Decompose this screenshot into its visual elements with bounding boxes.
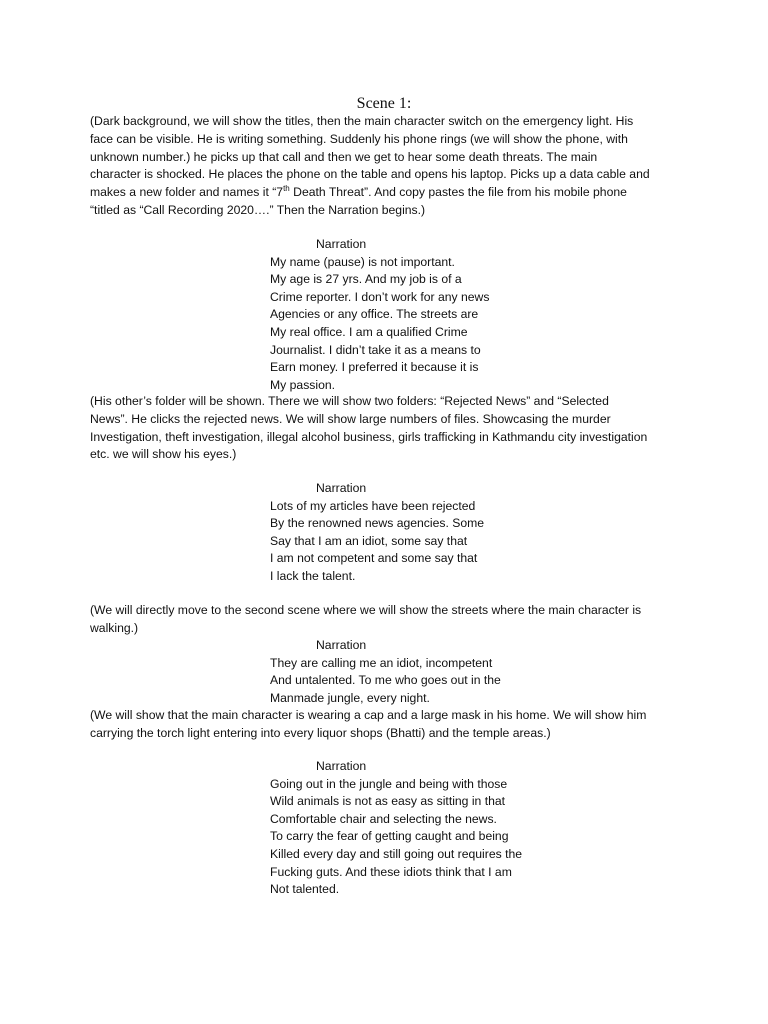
narration-line: My name (pause) is not important. bbox=[270, 254, 455, 269]
narration-line: My passion. bbox=[270, 377, 336, 392]
narration-block-4 bbox=[270, 758, 670, 899]
text-line: (We will directly move to the second scene where we will show the streets where the main character is bbox=[90, 603, 642, 617]
narration-line: By the renowned news agencies. Some bbox=[270, 516, 485, 531]
narration-label: Narration bbox=[316, 638, 367, 652]
narration-line: Lots of my articles have been rejected bbox=[270, 498, 476, 513]
text-line bbox=[90, 184, 700, 202]
narration-line: My real office. I am a qualified Crime bbox=[270, 324, 468, 339]
text-line: Investigation, theft investigation, illegal alcohol business, girls trafficking in Kathmandu city investigation bbox=[90, 429, 648, 444]
narration-line: Going out in the jungle and being with those bbox=[270, 776, 508, 791]
narration-line: Say that I am an idiot, some say that bbox=[270, 533, 468, 548]
text-line: (His other’s folder will be shown. There we will show two folders: “Rejected News” and “Selected bbox=[90, 394, 609, 408]
superscript-text: th bbox=[283, 184, 290, 194]
narration-line: Killed every day and still going out requires the bbox=[270, 846, 523, 861]
stage-direction-1 bbox=[90, 113, 700, 220]
text-line: walking.) bbox=[90, 620, 139, 635]
text-line: carrying the torch light entering into every liquor shops (Bhatti) and the temple areas.) bbox=[90, 725, 551, 740]
text-line: News”. He clicks the rejected news. We will show large numbers of files. Showcasing the murder bbox=[90, 411, 611, 426]
narration-line: Wild animals is not as easy as sitting in that bbox=[270, 794, 506, 809]
narration-line: Comfortable chair and selecting the news. bbox=[270, 811, 497, 826]
stage-direction-2 bbox=[90, 393, 700, 464]
text-line: character is shocked. He places the phone on the table and opens his laptop. Picks up a data cable and bbox=[90, 167, 650, 182]
text-run: makes a new folder and names it “7 bbox=[90, 185, 284, 200]
narration-line: I am not competent and some say that bbox=[270, 551, 478, 566]
text-line: unknown number.) he picks up that call and then we get to hear some death threats. The main bbox=[90, 149, 598, 164]
narration-label: Narration bbox=[316, 237, 367, 251]
narration-line: And untalented. To me who goes out in the bbox=[270, 673, 501, 688]
narration-block-3 bbox=[270, 637, 670, 707]
narration-line: They are calling me an idiot, incompetent bbox=[270, 655, 493, 670]
narration-label: Narration bbox=[316, 759, 367, 773]
narration-line: Journalist. I didn’t take it as a means to bbox=[270, 342, 481, 357]
stage-direction-3 bbox=[90, 602, 700, 638]
narration-label: Narration bbox=[316, 481, 367, 495]
narration-line: Manmade jungle, every night. bbox=[270, 690, 430, 705]
narration-line: My age is 27 yrs. And my job is of a bbox=[270, 272, 462, 287]
text-line: “titled as “Call Recording 2020….” Then the Narration begins.) bbox=[90, 202, 426, 217]
text-line: (We will show that the main character is wearing a cap and a large mask in his home. We will show him bbox=[90, 708, 647, 722]
narration-block-1 bbox=[270, 236, 670, 394]
narration-line: Crime reporter. I don’t work for any news bbox=[270, 289, 490, 304]
stage-direction-4 bbox=[90, 707, 700, 743]
narration-line: Agencies or any office. The streets are bbox=[270, 307, 479, 322]
narration-line: Earn money. I preferred it because it is bbox=[270, 360, 479, 375]
text-run: Death Threat”. And copy pastes the file from his mobile phone bbox=[289, 185, 627, 200]
narration-block-2 bbox=[270, 480, 670, 586]
text-line: (Dark background, we will show the titles, then the main character switch on the emergency light. His bbox=[90, 114, 634, 128]
text-line: face can be visible. He is writing something. Suddenly his phone rings (we will show the phone, with bbox=[90, 131, 628, 146]
text-line: etc. we will show his eyes.) bbox=[90, 447, 237, 462]
narration-line: Fucking guts. And these idiots think that I am bbox=[270, 864, 512, 879]
scene-heading: Scene 1: bbox=[356, 95, 412, 112]
narration-line: I lack the talent. bbox=[270, 568, 356, 583]
narration-line: To carry the fear of getting caught and being bbox=[270, 829, 509, 844]
narration-line: Not talented. bbox=[270, 882, 340, 897]
